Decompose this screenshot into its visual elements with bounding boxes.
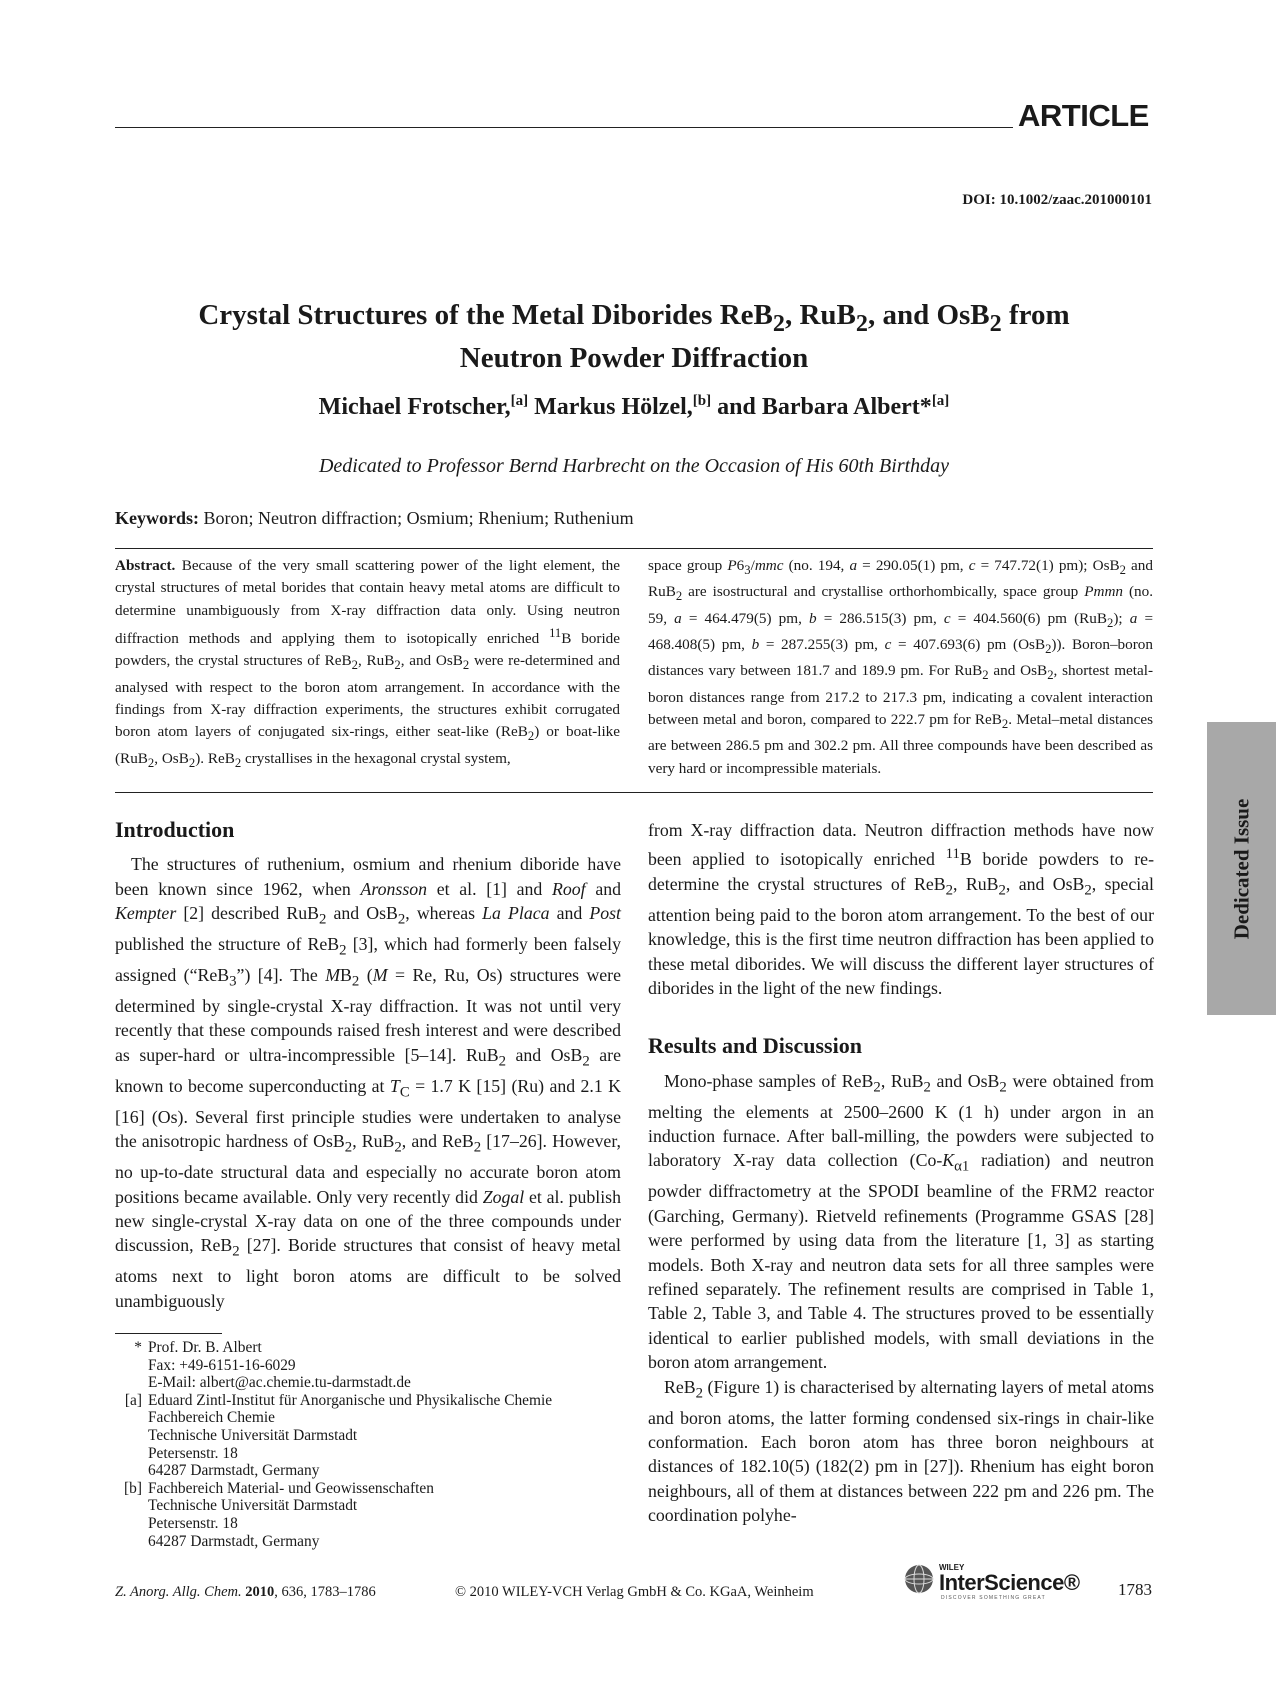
author-list: Michael Frotscher,[a] Markus Hölzel,[b] and Barbara Albert*[a]: [318, 393, 950, 420]
right-column: [648, 818, 1154, 1528]
introduction-text: The structures of ruthenium, osmium and rhenium diboride have been known since 1962, when Aronsson et al. [1] and Roof and Kempter [2] described RuB$_2$ and OsB$_2$, whereas La Placa and Post published the structure of ReB$_2$ [3], which had formerly been falsely assigned (“ReB$_3$”) [4]. The $MB_2$ (M = Re, Ru, Os) structures were determined by single-crystal X-ray diffraction. It was not until very recently that these compounds raised fresh interest and were described as super-hard or ultra-incompressible [5–14]. RuB$_2$ and OsB$_2$ are known to become superconducting at $T_C = 1.7$ K [15] (Ru) and 2.1 K [16] (Os). Several first principle studies were undertaken to analyse the anisotropic hardness of OsB$_2$, RuB$_2$, and ReB$_2$ [17–26]. However, no up-to-date structural data and especially no accurate boron atom positions became available. Only very recently did Zogal et al. publish new single-crystal X-ray data on one of the three compounds under discussion, ReB$_2$ [27]. Boride structures that consist of heavy metal atoms next to light boron atoms are difficult to be solved unambiguously: [115, 854, 622, 1311]
doi[interactable]: DOI: 10.1002/zaac.201000101: [962, 192, 1152, 208]
footnote-rule: [115, 1333, 222, 1334]
journal-citation: Z. Anorg. Allg. Chem. 2010, 636, 1783–1786: [115, 1584, 376, 1600]
interscience-logo: WILEY InterScience® DISCOVER SOMETHING GREAT: [903, 1563, 935, 1600]
intro-continued-text: from X-ray diffraction data. Neutron diffraction methods have now been applied to isotopically enriched $^{11}$B boride powders to re-determine the crystal structures of ReB$_2$, RuB$_2$, and OsB$_2$, special attention being paid to the boron atom arrangement. To the best of our knowledge, this is the first time neutron diffraction has been applied to these metal diborides. We will discuss the different layer structures of diborides in the light of the new findings.: [648, 820, 1154, 998]
introduction-column: [115, 818, 621, 1313]
paper-title: Crystal Structures of the Metal Diborides ReB$_2$, RuB$_2$, and OsB$_2$ from Neutron Powder Diffraction: [198, 299, 1070, 374]
copyright: © 2010 WILEY-VCH Verlag GmbH & Co. KGaA, Weinheim: [455, 1584, 814, 1600]
introduction-heading: Introduction: [115, 817, 235, 842]
footnotes: [115, 1339, 635, 1550]
footnote-corresponding: * Prof. Dr. B. Albert Fax: +49-6151-16-6029 E-Mail: albert@ac.chemie.tu-darmstadt.de: [134, 1339, 411, 1392]
header-rule: [115, 127, 1013, 128]
results-text-2: ReB$_2$ (Figure 1) is characterised by alternating layers of metal atoms and boron atoms, the latter forming condensed six-rings in chair-like conformation. Each boron atom has three boron neighbours at distances of 182.10(5) (182(2) pm in [27]). Rhenium has eight boron neighbours, all of them at distances between 222 pm and 226 pm. The coordination polyhe-: [648, 1376, 1154, 1526]
keywords-rule: [115, 548, 1153, 549]
email-link[interactable]: E-Mail: albert@ac.chemie.tu-darmstadt.de: [148, 1374, 411, 1392]
abstract-left: Abstract. Because of the very small scattering power of the light element, the crystal structures of metal borides that contain heavy metal atoms are difficult to determine unambiguously from X-ray diffraction data only. Using neutron diffraction methods and applying them to isotopically enriched $^{11}$B boride powders, the crystal structures of ReB$_2$, RuB$_2$, and OsB$_2$ were re-determined and analysed with respect to the boron atom arrangement. In accordance with the findings from X-ray diffraction experiments, the structures exhibit corrugated boron atom layers of conjugated six-rings, either seat-like (ReB$_2$) or boat-like (RuB$_2$, OsB$_2$). ReB$_2$ crystallises in the hexagonal crystal system,: [115, 557, 621, 770]
abstract-rule: [115, 792, 1153, 793]
results-heading: Results and Discussion: [648, 1033, 862, 1059]
dedicated-issue-tab: Dedicated Issue: [1207, 722, 1276, 1015]
footnote-affiliation-a: [a] Eduard Zintl-Institut für Anorganische und Physikalische Chemie Fachbereich Chemie Technische Universität Darmstadt Petersenstr. 18 64287 Darmstadt, Germany: [124, 1391, 553, 1480]
results-text-1: Mono-phase samples of ReB$_2$, RuB$_2$ and OsB$_2$ were obtained from melting the elements at 2500–2600 K (1 h) under argon in an induction furnace. After ball-milling, the powders were subjected to laboratory X-ray data collection ($Co-K_{\alpha 1}$ radiation) and neutron powder diffractometry at the SPODI beamline of the FRM2 reactor (Garching, Germany). Rietveld refinements (Programme GSAS [28] were performed by using data from the literature [1, 3] as starting models. Both X-ray and neutron data sets for all three samples were refined separately. The refinement results are comprised in Table 1, Table 2, Table 3, and Table 4. The structures proved to be essentially identical to earlier published models, with small deviations in the boron atom arrangement.: [648, 1070, 1154, 1373]
page-number: 1783: [1118, 1580, 1152, 1599]
footnote-affiliation-b: [b] Fachbereich Material- und Geowissenschaften Technische Universität Darmstadt Petersenstr. 18 64287 Darmstadt, Germany: [124, 1479, 434, 1550]
globe-icon: [903, 1563, 935, 1595]
keywords: Keywords: Boron; Neutron diffraction; Osmium; Rhenium; Ruthenium: [115, 508, 634, 528]
article-label: ARTICLE: [1018, 98, 1149, 133]
dedication: Dedicated to Professor Bernd Harbrecht on the Occasion of His 60th Birthday: [318, 455, 950, 477]
abstract-right: space group $P6_3$/mmc (no. 194, a = 290.05(1) pm, c = 747.72(1) pm); OsB$_2$ and RuB$_2$ are isostructural and crystallise orthorhombically, space group Pmmn (no. 59, a = 464.479(5) pm, b = 286.515(3) pm, c = 404.560(6) pm (RuB$_2$); a = 468.408(5) pm, b = 287.255(3) pm, c = 407.693(6) pm (OsB$_2$)). Boron–boron distances vary between 181.7 and 189.9 pm. For RuB$_2$ and OsB$_2$, shortest metal-boron distances range from 217.2 to 217.3 pm, indicating a covalent interaction between metal and boron, compared to 222.7 pm for ReB$_2$. Metal–metal distances are between 286.5 pm and 302.2 pm. All three compounds have been described as very hard or incompressible materials.: [648, 557, 1154, 777]
